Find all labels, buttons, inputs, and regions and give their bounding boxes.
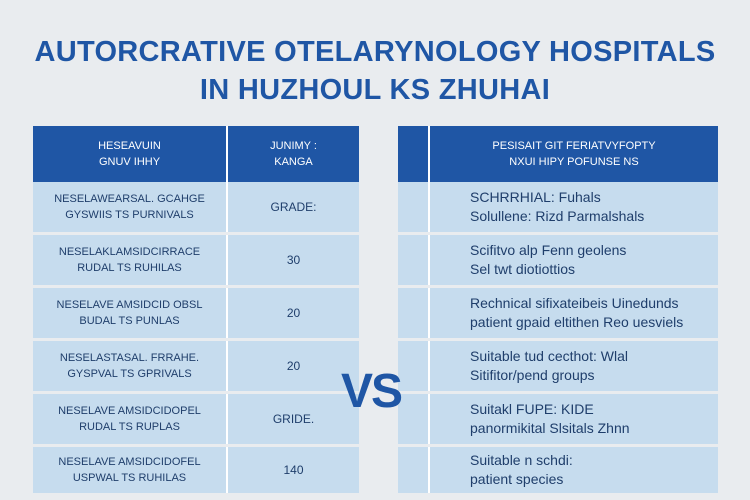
left-comparison-table xyxy=(33,126,359,493)
table-row xyxy=(33,288,359,338)
right-header-cell xyxy=(430,126,718,182)
description-cell xyxy=(430,394,718,444)
table-row xyxy=(398,447,718,493)
table-row xyxy=(33,182,359,232)
table-row xyxy=(398,288,718,338)
header-text: KANGA xyxy=(274,156,313,168)
header-text: NXUI HIPY POFUNSE NS xyxy=(509,156,639,168)
value-cell xyxy=(228,288,359,338)
right-header-spacer xyxy=(398,126,430,182)
cell-text: patient gpaid eltithen Reo uesviels xyxy=(470,314,684,330)
cell-text: Suitakl FUPE: KIDE xyxy=(470,401,594,417)
header-text: PESISAIT GIT FERIATVYFOPTY xyxy=(492,140,656,152)
left-table-header xyxy=(33,126,359,182)
hospital-name-cell xyxy=(33,394,228,444)
cell-text: NESELAVE AMSIDCIDOFEL xyxy=(58,456,201,468)
table-row xyxy=(398,341,718,391)
value-cell xyxy=(228,182,359,232)
hospital-name-cell xyxy=(33,288,228,338)
cell-text: 20 xyxy=(286,359,301,373)
cell-text: NESELAWEARSAL. GCAHGE xyxy=(54,193,205,205)
description-cell xyxy=(430,235,718,285)
header-text: GNUV IHHY xyxy=(98,156,161,168)
spacer-cell xyxy=(398,394,430,444)
cell-text: Scifitvo alp Fenn geolens xyxy=(470,242,627,258)
table-row xyxy=(33,235,359,285)
cell-text: NESELAVE AMSIDCIDOPEL xyxy=(58,405,201,417)
cell-text: RUDAL TS RUPLAS xyxy=(79,421,180,433)
spacer-cell xyxy=(398,235,430,285)
description-cell xyxy=(430,288,718,338)
cell-text: GRIDE. xyxy=(272,412,315,426)
cell-text: GRADE: xyxy=(270,200,317,214)
left-header-cell-1 xyxy=(33,126,228,182)
cell-text: NESELAKLAMSIDCIRRACE xyxy=(58,246,201,258)
spacer-cell xyxy=(398,288,430,338)
cell-text: Suitable tud cecthot: Wlal xyxy=(470,348,628,364)
cell-text: 20 xyxy=(286,306,301,320)
hospital-name-cell xyxy=(33,235,228,285)
table-row xyxy=(33,341,359,391)
description-cell xyxy=(430,341,718,391)
right-comparison-table xyxy=(398,126,718,493)
table-row xyxy=(398,235,718,285)
hospital-name-cell xyxy=(33,182,228,232)
page-title-line-2: IN HUZHOUL KS ZHUHAI xyxy=(199,74,551,106)
value-cell xyxy=(228,447,359,493)
spacer-cell xyxy=(398,182,430,232)
cell-text: Sel twt diotiottios xyxy=(470,261,576,277)
cell-text: RUDAL TS RUHILAS xyxy=(77,262,182,274)
cell-text: USPWAL TS RUHILAS xyxy=(72,472,187,484)
value-cell xyxy=(228,235,359,285)
cell-text: NESELASTASAL. FRRAHE. xyxy=(59,352,200,364)
value-cell xyxy=(228,394,359,444)
cell-text: patient species xyxy=(470,471,564,487)
cell-text: Sitifitor/pend groups xyxy=(470,367,595,383)
table-row xyxy=(33,447,359,493)
description-cell xyxy=(430,447,718,493)
hospital-name-cell xyxy=(33,341,228,391)
cell-text: Suitable n schdi: xyxy=(470,452,573,468)
cell-text: SCHRRHIAL: Fuhals xyxy=(470,189,601,205)
left-header-cell-2 xyxy=(228,126,359,182)
header-text: HESEAVUIN xyxy=(98,140,161,152)
cell-text: Rechnical sifixateibeis Uinedunds xyxy=(470,295,679,311)
cell-text: 30 xyxy=(286,253,301,267)
header-text: JUNIMY : xyxy=(270,140,317,152)
table-row xyxy=(398,182,718,232)
cell-text: GYSWIIS TS PURNIVALS xyxy=(65,209,194,221)
cell-text: panormikital Slsitals Zhnn xyxy=(470,420,630,436)
hospital-name-cell xyxy=(33,447,228,493)
cell-text: 140 xyxy=(283,463,304,477)
cell-text: NESELAVE AMSIDCID OBSL xyxy=(56,299,203,311)
vs-label: VS xyxy=(341,365,402,418)
spacer-cell xyxy=(398,447,430,493)
spacer-cell xyxy=(398,341,430,391)
table-row xyxy=(398,394,718,444)
table-row xyxy=(33,394,359,444)
value-cell xyxy=(228,341,359,391)
right-table-header xyxy=(398,126,718,182)
description-cell xyxy=(430,182,718,232)
cell-text: Solullene: Rizd Parmalshals xyxy=(470,208,645,224)
cell-text: GYSPVAL TS GPRIVALS xyxy=(67,368,192,380)
cell-text: BUDAL TS PUNLAS xyxy=(79,315,180,327)
page-title-line-1: AUTORCRATIVE OTELARYNOLOGY HOSPITALS xyxy=(34,36,716,68)
